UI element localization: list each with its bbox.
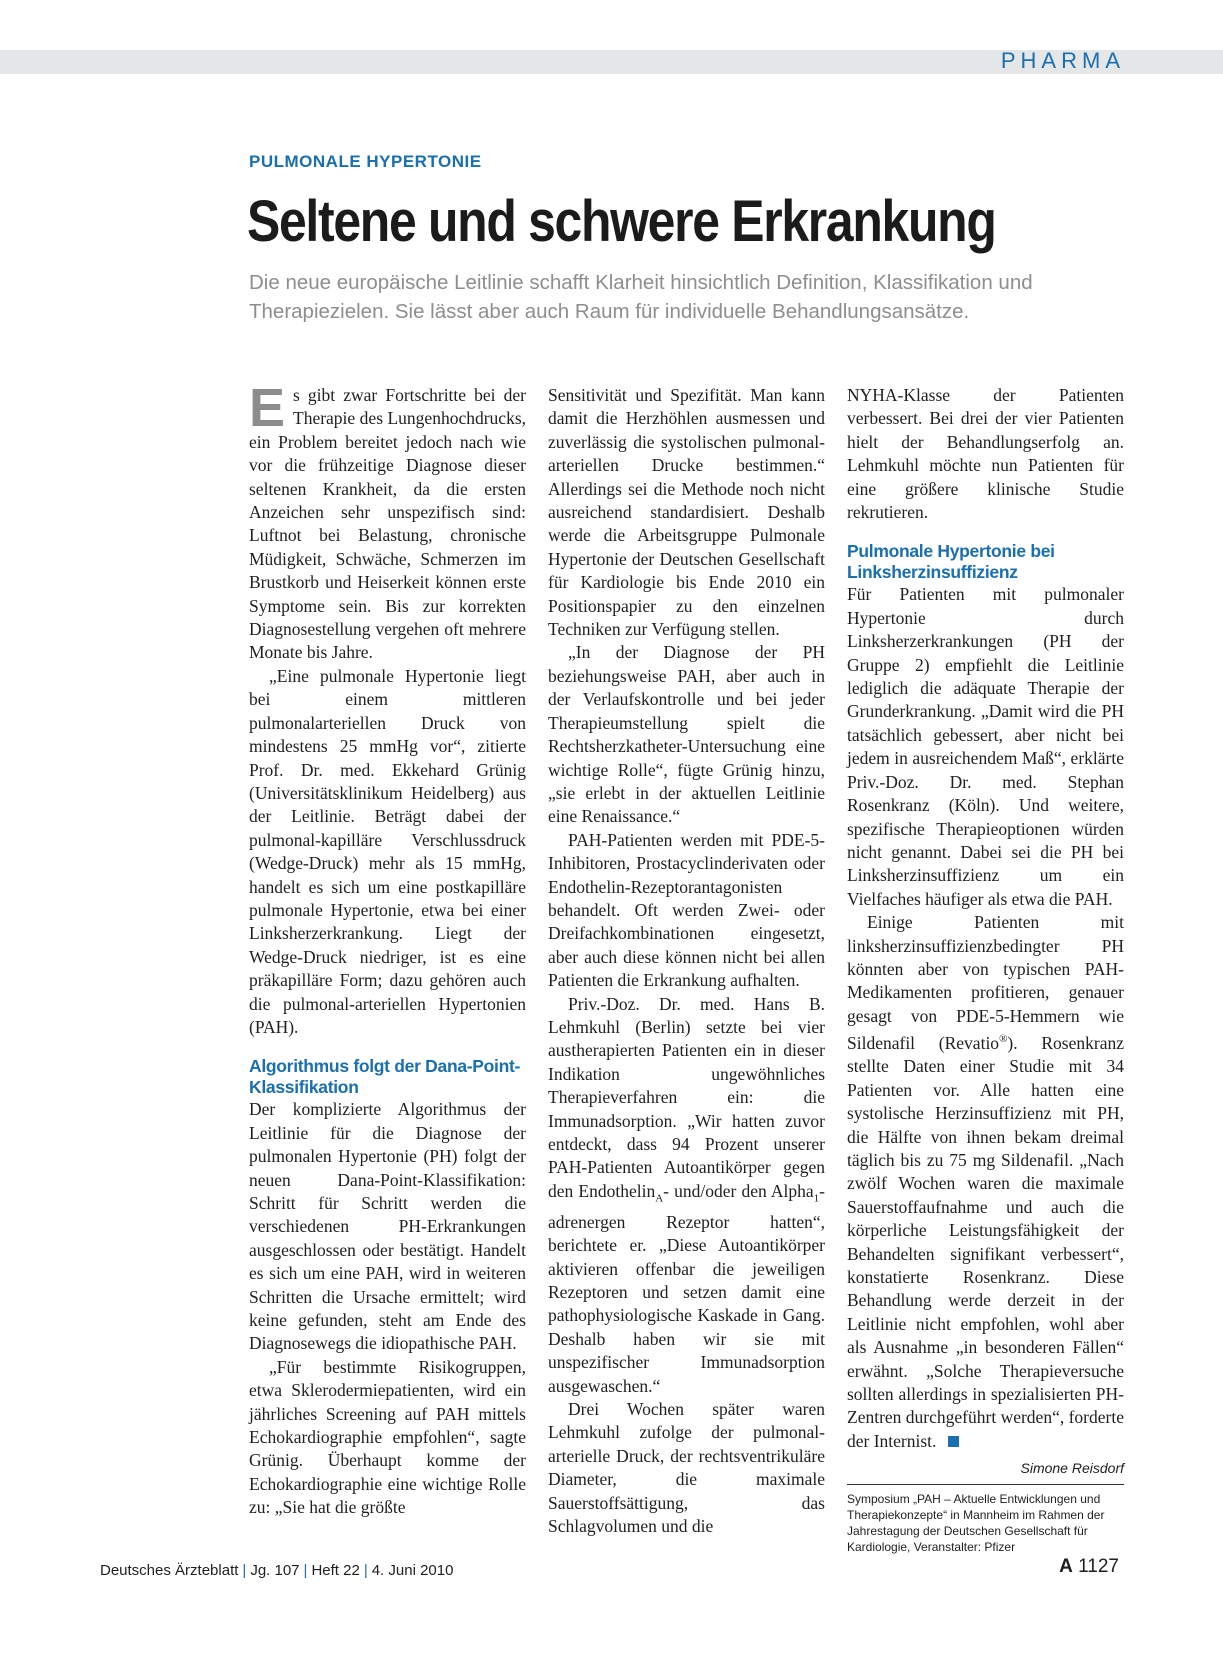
subscript: A bbox=[655, 1192, 664, 1205]
paragraph: „Eine pulmonale Hypertonie liegt bei einem mittleren pulmonalarteriellen Druck von mindestens 25 mmHg vor“, zitierte Prof. Dr. med. Ekkehard Grünig (Universitätsklinikum Heidelberg) aus der Leitlinie. Beträgt dabei der pulmonal-kapilläre Verschlussdruck (Wedge-Druck) mehr als 15 mmHg, handelt es sich um eine postkapilläre pulmonale Hypertonie, etwa bei einer Linksherzerkrankung. Liegt der Wedge-Druck niedriger, ist es eine präkapilläre Form; dazu gehören auch die pulmonal-arteriellen Hypertonien (PAH). bbox=[249, 665, 526, 1037]
drop-cap: E bbox=[249, 378, 286, 438]
separator: | bbox=[303, 1562, 308, 1579]
registered-mark: ® bbox=[999, 1033, 1008, 1046]
paragraph-text: Einige Patienten mit linksherzinsuffizienzbedingter PH könnten aber von typischen PAH-Medikamenten profitieren, genauer gesagt von PDE-5-Hemmern wie Sildenafil (Revatio bbox=[847, 912, 1124, 1053]
paragraph: Der komplizierte Algorithmus der Leitlinie für die Diagnose der pulmonalen Hypertonie (PH) folgt der neuen Dana-Point-Klassifikation: Schritt für Schritt werden die verschiedenen PH-Erkrankungen ausgeschlossen oder bestätigt. Handelt es sich um eine PAH, wird in weiteren Schritten die Ursache ermittelt; wird keine gefunden, steht am Ende des Diagnosewegs die idiopathische PAH. bbox=[249, 1099, 526, 1354]
section-label: PHARMA bbox=[1000, 48, 1125, 73]
paragraph: Sensitivität und Spezifität. Man kann damit die Herzhöhlen ausmessen und zuverlässig die systolischen pulmonal-arteriellen Drucke bestimmen.“ Allerdings sei die Methode noch nicht ausreichend standardisiert. Deshalb werde die Arbeitsgruppe Pulmonale Hypertonie der Deutschen Gesellschaft für Kardiologie bis Ende 2010 ein Positionspapier zu den einzelnen Techniken zur Verfügung stellen. bbox=[548, 385, 825, 640]
journal-issue: Heft 22 bbox=[311, 1562, 360, 1579]
footer-citation bbox=[100, 1562, 453, 1579]
article-lead: Die neue europäische Leitlinie schafft Klarheit hinsichtlich Definition, Klassifikation und Therapiezielen. Sie lässt aber auch Raum für individuelle Behandlungsansätze. bbox=[249, 271, 1033, 323]
paragraph bbox=[249, 378, 526, 665]
paragraph-text: s gibt zwar Fortschritte bei der Therapie des Lungenhochdrucks, ein Problem bereitet jedoch nach wie vor die frühzeitige Diagnose dieser seltenen Krankheit, da die ersten Anzeichen sehr unspezifisch sind: Luftnot bei Belastung, chronische Müdigkeit, Schwäche, Schmerzen im Brustkorb und Heiserkeit können erste Symptome sein. Bis zur korrekten Diagnosestellung vergehen oft mehrere Monate bis Jahre. bbox=[249, 385, 526, 663]
subheading: Algorithmus folgt der Dana-Point-Klassifikation bbox=[249, 1056, 521, 1098]
paragraph-text: -adrenergen Rezeptor hatten“, berichtete er. „Diese Autoantikörper aktivieren offenbar die jeweiligen Rezeptoren und setzen damit eine pathophysiologische Kaskade in Gang. Deshalb haben wir sie mit unspezifischer Immunadsorption ausgewaschen.“ bbox=[548, 1180, 825, 1396]
paragraph: „In der Diagnose der PH beziehungsweise PAH, aber auch in der Verlaufskontrolle und bei jeder Therapieumstellung spielt die Rechtsherzkatheter-Untersuchung eine wichtige Rolle“, fügte Grünig hinzu, „sie erlebt in der aktuellen Leitlinie eine Renaissance.“ bbox=[548, 642, 825, 827]
article-title: Seltene und schwere Erkrankung bbox=[247, 189, 996, 254]
journal-name: Deutsches Ärzteblatt bbox=[100, 1562, 239, 1579]
journal-volume: Jg. 107 bbox=[250, 1562, 300, 1579]
article-kicker: PULMONALE HYPERTONIE bbox=[249, 152, 482, 171]
paragraph: NYHA-Klasse der Patienten verbessert. Bei drei der vier Patienten hielt der Behandlungserfolg an. Lehmkuhl möchte nun Patienten für eine größere klinische Studie rekrutieren. bbox=[847, 385, 1124, 523]
paragraph-text: ). Rosenkranz stellte Daten einer Studie mit 34 Patienten vor. Alle hatten eine systolische Herzinsuffizienz mit PH, die Hälfte von ihnen bekam dreimal täglich bis zu 75 mg Sildenafil. „Nach zwölf Wochen waren die maximale Sauerstoffaufnahme und auch die körperliche Leistungsfähigkeit der Behandelten signifikant verbessert“, konstatierte Rosenkranz. Diese Behandlung werde derzeit in der Leitlinie nicht empfohlen, wohl aber als Ausnahme „in besonderen Fällen“ erwähnt. „Solche Therapieversuche sollten allerdings in spezialisierten PH-Zentren durchgeführt werden“, forderte der Internist. bbox=[847, 1032, 1124, 1451]
separator: | bbox=[242, 1562, 247, 1579]
paragraph: Für Patienten mit pulmonaler Hypertonie durch Linksherzerkrankungen (PH der Gruppe 2) empfiehlt die Leitlinie lediglich die adäquate Therapie der Grunderkrankung. „Damit wird die PH tatsächlich gebessert, aber nicht bei jedem in ausreichendem Maß“, erklärte Priv.-Doz. Dr. med. Stephan Rosenkranz (Köln). Und weitere, spezifische Therapieoptionen würden nicht genannt. Dabei sei die PH bei Linksherzinsuffizienz um ein Vielfaches häufiger als etwa die PAH. bbox=[847, 584, 1124, 909]
subscript: 1 bbox=[813, 1192, 820, 1205]
paragraph: PAH-Patienten werden mit PDE-5-Inhibitoren, Prostacyclinderivaten oder Endothelin-Rezeptorantagonisten behandelt. Oft werden Zwei- oder Dreifachkombinationen eingesetzt, aber auch diese können nicht bei allen Patienten die Erkrankung aufhalten. bbox=[548, 829, 825, 991]
paragraph-text: - und/oder den Alpha bbox=[663, 1180, 814, 1201]
page-number bbox=[1059, 1556, 1119, 1578]
paragraph bbox=[847, 911, 1124, 1453]
paragraph: Drei Wochen später waren Lehmkuhl zufolge der pulmonal-arterielle Druck, der rechtsventrikuläre Diameter, die maximale Sauerstoffsättigung, das Schlagvolumen und die bbox=[548, 1398, 825, 1536]
text-column-3 bbox=[847, 384, 1124, 1481]
paragraph bbox=[548, 993, 825, 1398]
text-column-1 bbox=[249, 378, 526, 1520]
source-note: Symposium „PAH – Aktuelle Entwicklungen und Therapiekonzepte“ in Mannheim im Rahmen der Jahrestagung der Deutschen Gesellschaft für Kardiologie, Veranstalter: Pfizer bbox=[847, 1484, 1124, 1555]
page-number-value: 1127 bbox=[1078, 1556, 1119, 1577]
journal-date: 4. Juni 2010 bbox=[371, 1562, 454, 1579]
end-mark-icon bbox=[948, 1436, 959, 1447]
separator: | bbox=[363, 1562, 368, 1579]
page-prefix: A bbox=[1059, 1556, 1073, 1577]
text-column-2 bbox=[548, 384, 825, 1538]
paragraph-text: Priv.-Doz. Dr. med. Hans B. Lehmkuhl (Berlin) setzte bei vier austherapierten Patienten ein in dieser Indikation ungewöhnliches Therapieverfahren ein: die Immunadsorption. „Wir hatten zuvor entdeckt, dass 94 Prozent unserer PAH-Patienten Autoantikörper gegen den Endothelin bbox=[548, 993, 825, 1201]
author-name: Simone Reisdorf bbox=[1020, 1460, 1124, 1477]
subheading: Pulmonale Hypertonie bei Linksherzinsuffizienz bbox=[847, 541, 1055, 583]
paragraph: „Für bestimmte Risikogruppen, etwa Sklerodermiepatienten, wird ein jährliches Screening auf PAH mittels Echokardiographie empfohlen“, sagte Grünig. Überhaupt komme der Echokardiographie eine wichtige Rolle zu: „Sie hat die größte bbox=[249, 1356, 526, 1518]
